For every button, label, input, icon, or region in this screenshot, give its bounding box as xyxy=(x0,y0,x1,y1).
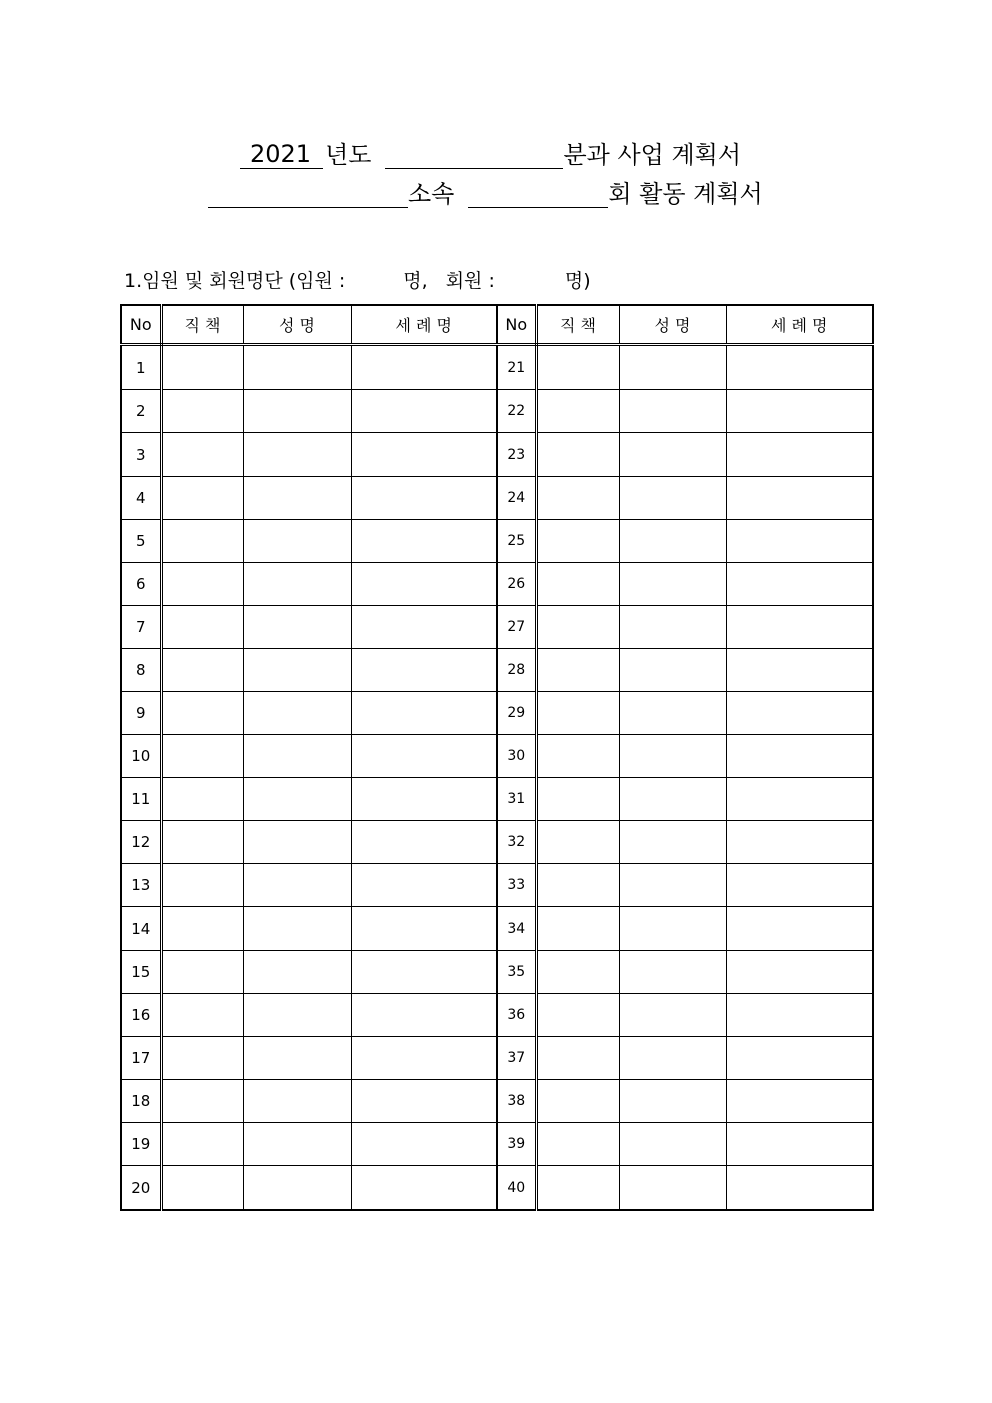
position-cell[interactable] xyxy=(161,907,243,950)
row-number-left: 9 xyxy=(121,692,161,735)
name-cell[interactable] xyxy=(243,821,351,864)
row-number-left: 19 xyxy=(121,1122,161,1165)
baptismal-name-cell[interactable] xyxy=(726,950,873,993)
position-cell[interactable] xyxy=(161,993,243,1036)
position-cell[interactable] xyxy=(536,735,619,778)
roster-table xyxy=(120,304,874,1211)
position-cell[interactable] xyxy=(536,433,619,476)
officers-unit: 명, xyxy=(403,270,428,292)
name-cell[interactable] xyxy=(619,433,726,476)
position-cell[interactable] xyxy=(161,648,243,691)
baptismal-name-cell[interactable] xyxy=(351,345,497,390)
name-cell[interactable] xyxy=(243,864,351,907)
header-no-left: No xyxy=(121,305,161,345)
name-cell[interactable] xyxy=(243,433,351,476)
row-number-left: 18 xyxy=(121,1079,161,1122)
position-cell[interactable] xyxy=(536,390,619,433)
table-row xyxy=(121,950,873,993)
name-cell[interactable] xyxy=(619,907,726,950)
name-cell[interactable] xyxy=(243,1079,351,1122)
row-number-right: 31 xyxy=(497,778,536,821)
row-number-right: 27 xyxy=(497,605,536,648)
row-number-right: 36 xyxy=(497,993,536,1036)
position-cell[interactable] xyxy=(536,1079,619,1122)
table-row xyxy=(121,864,873,907)
row-number-left: 6 xyxy=(121,562,161,605)
name-cell[interactable] xyxy=(243,1036,351,1079)
baptismal-name-cell[interactable] xyxy=(726,907,873,950)
table-row xyxy=(121,692,873,735)
baptismal-name-cell[interactable] xyxy=(351,950,497,993)
society-blank[interactable] xyxy=(468,183,608,208)
roster-subtitle xyxy=(124,266,591,293)
name-cell[interactable] xyxy=(619,648,726,691)
header-name-left: 성 명 xyxy=(243,305,351,345)
table-row xyxy=(121,993,873,1036)
position-cell[interactable] xyxy=(536,907,619,950)
position-cell[interactable] xyxy=(161,476,243,519)
baptismal-name-cell[interactable] xyxy=(351,1122,497,1165)
table-row xyxy=(121,562,873,605)
baptismal-name-cell[interactable] xyxy=(351,648,497,691)
header-no-right: No xyxy=(497,305,536,345)
name-cell[interactable] xyxy=(619,562,726,605)
table-row xyxy=(121,390,873,433)
position-cell[interactable] xyxy=(161,1079,243,1122)
row-number-right: 26 xyxy=(497,562,536,605)
baptismal-name-cell[interactable] xyxy=(351,605,497,648)
baptismal-name-cell[interactable] xyxy=(726,476,873,519)
row-number-right: 39 xyxy=(497,1122,536,1165)
name-cell[interactable] xyxy=(243,1122,351,1165)
position-cell[interactable] xyxy=(536,562,619,605)
baptismal-name-cell[interactable] xyxy=(351,907,497,950)
position-cell[interactable] xyxy=(536,476,619,519)
position-cell[interactable] xyxy=(161,950,243,993)
row-number-left: 17 xyxy=(121,1036,161,1079)
row-number-left: 5 xyxy=(121,519,161,562)
table-row xyxy=(121,1079,873,1122)
officers-count-field[interactable] xyxy=(345,266,403,293)
position-cell[interactable] xyxy=(161,390,243,433)
baptismal-name-cell[interactable] xyxy=(726,864,873,907)
name-cell[interactable] xyxy=(619,605,726,648)
position-cell[interactable] xyxy=(161,778,243,821)
members-unit: 명) xyxy=(564,270,591,292)
position-cell[interactable] xyxy=(161,345,243,390)
row-number-right: 37 xyxy=(497,1036,536,1079)
table-row xyxy=(121,433,873,476)
table-row xyxy=(121,735,873,778)
position-cell[interactable] xyxy=(536,993,619,1036)
name-cell[interactable] xyxy=(243,692,351,735)
table-row xyxy=(121,519,873,562)
name-cell[interactable] xyxy=(243,1166,351,1210)
baptismal-name-cell[interactable] xyxy=(351,433,497,476)
position-cell[interactable] xyxy=(161,433,243,476)
affiliation-blank[interactable] xyxy=(208,183,408,208)
row-number-left: 3 xyxy=(121,433,161,476)
row-number-left: 4 xyxy=(121,476,161,519)
row-number-left: 10 xyxy=(121,735,161,778)
name-cell[interactable] xyxy=(243,648,351,691)
name-cell[interactable] xyxy=(619,735,726,778)
name-cell[interactable] xyxy=(619,1122,726,1165)
row-number-right: 25 xyxy=(497,519,536,562)
baptismal-name-cell[interactable] xyxy=(726,1079,873,1122)
table-row xyxy=(121,821,873,864)
name-cell[interactable] xyxy=(243,735,351,778)
year-field[interactable]: 2021 xyxy=(240,140,323,169)
baptismal-name-cell[interactable] xyxy=(726,778,873,821)
position-cell[interactable] xyxy=(161,519,243,562)
name-cell[interactable] xyxy=(619,1166,726,1210)
name-cell[interactable] xyxy=(619,1079,726,1122)
name-cell[interactable] xyxy=(243,476,351,519)
row-number-right: 38 xyxy=(497,1079,536,1122)
table-row xyxy=(121,1036,873,1079)
table-row xyxy=(121,345,873,390)
row-number-right: 34 xyxy=(497,907,536,950)
row-number-left: 12 xyxy=(121,821,161,864)
name-cell[interactable] xyxy=(243,907,351,950)
baptismal-name-cell[interactable] xyxy=(351,390,497,433)
header-position-right: 직 책 xyxy=(536,305,619,345)
header-name-right: 성 명 xyxy=(619,305,726,345)
affiliation-suffix: 소속 xyxy=(408,180,455,208)
position-cell[interactable] xyxy=(161,864,243,907)
row-number-left: 1 xyxy=(121,345,161,390)
name-cell[interactable] xyxy=(243,562,351,605)
row-number-right: 29 xyxy=(497,692,536,735)
position-cell[interactable] xyxy=(161,1036,243,1079)
baptismal-name-cell[interactable] xyxy=(351,864,497,907)
baptismal-name-cell[interactable] xyxy=(351,476,497,519)
name-cell[interactable] xyxy=(619,778,726,821)
baptismal-name-cell[interactable] xyxy=(726,1036,873,1079)
row-number-right: 35 xyxy=(497,950,536,993)
baptismal-name-cell[interactable] xyxy=(351,692,497,735)
row-number-right: 23 xyxy=(497,433,536,476)
name-cell[interactable] xyxy=(243,993,351,1036)
header-row xyxy=(121,305,873,345)
members-label: 회원 : xyxy=(445,270,495,292)
baptismal-name-cell[interactable] xyxy=(351,821,497,864)
position-cell[interactable] xyxy=(536,950,619,993)
table-row xyxy=(121,605,873,648)
position-cell[interactable] xyxy=(161,605,243,648)
baptismal-name-cell[interactable] xyxy=(351,1166,497,1210)
table-row xyxy=(121,907,873,950)
row-number-right: 24 xyxy=(497,476,536,519)
baptismal-name-cell[interactable] xyxy=(726,433,873,476)
row-number-left: 14 xyxy=(121,907,161,950)
table-row xyxy=(121,1166,873,1210)
baptismal-name-cell[interactable] xyxy=(726,390,873,433)
row-number-right: 33 xyxy=(497,864,536,907)
name-cell[interactable] xyxy=(243,519,351,562)
name-cell[interactable] xyxy=(619,345,726,390)
table-row xyxy=(121,476,873,519)
row-number-left: 13 xyxy=(121,864,161,907)
baptismal-name-cell[interactable] xyxy=(351,562,497,605)
baptismal-name-cell[interactable] xyxy=(726,1122,873,1165)
baptismal-name-cell[interactable] xyxy=(726,692,873,735)
baptismal-name-cell[interactable] xyxy=(351,993,497,1036)
name-cell[interactable] xyxy=(243,390,351,433)
header-baptismal-name-left: 세 례 명 xyxy=(351,305,497,345)
position-cell[interactable] xyxy=(161,1166,243,1210)
position-cell[interactable] xyxy=(161,735,243,778)
position-cell[interactable] xyxy=(536,519,619,562)
position-cell[interactable] xyxy=(161,562,243,605)
position-cell[interactable] xyxy=(536,1166,619,1210)
baptismal-name-cell[interactable] xyxy=(726,605,873,648)
position-cell[interactable] xyxy=(536,1036,619,1079)
name-cell[interactable] xyxy=(243,605,351,648)
year-suffix: 년도 xyxy=(325,141,372,169)
baptismal-name-cell[interactable] xyxy=(351,1036,497,1079)
table-row xyxy=(121,648,873,691)
position-cell[interactable] xyxy=(536,605,619,648)
name-cell[interactable] xyxy=(243,950,351,993)
table-row xyxy=(121,1122,873,1165)
row-number-right: 21 xyxy=(497,345,536,390)
name-cell[interactable] xyxy=(619,993,726,1036)
position-cell[interactable] xyxy=(536,821,619,864)
name-cell[interactable] xyxy=(619,864,726,907)
table-row xyxy=(121,778,873,821)
position-cell[interactable] xyxy=(161,1122,243,1165)
title-line1-end: 분과 사업 계획서 xyxy=(563,141,741,169)
header-position-left: 직 책 xyxy=(161,305,243,345)
members-count-field[interactable] xyxy=(495,266,565,293)
baptismal-name-cell[interactable] xyxy=(726,519,873,562)
row-number-left: 16 xyxy=(121,993,161,1036)
baptismal-name-cell[interactable] xyxy=(726,735,873,778)
row-number-left: 2 xyxy=(121,390,161,433)
position-cell[interactable] xyxy=(536,345,619,390)
baptismal-name-cell[interactable] xyxy=(726,821,873,864)
position-cell[interactable] xyxy=(536,864,619,907)
position-cell[interactable] xyxy=(536,692,619,735)
baptismal-name-cell[interactable] xyxy=(351,1079,497,1122)
row-number-right: 28 xyxy=(497,648,536,691)
row-number-right: 22 xyxy=(497,390,536,433)
baptismal-name-cell[interactable] xyxy=(726,562,873,605)
baptismal-name-cell[interactable] xyxy=(726,345,873,390)
position-cell[interactable] xyxy=(161,692,243,735)
position-cell[interactable] xyxy=(536,778,619,821)
baptismal-name-cell[interactable] xyxy=(351,778,497,821)
row-number-right: 40 xyxy=(497,1166,536,1210)
row-number-left: 15 xyxy=(121,950,161,993)
row-number-left: 11 xyxy=(121,778,161,821)
name-cell[interactable] xyxy=(243,778,351,821)
name-cell[interactable] xyxy=(619,476,726,519)
row-number-right: 32 xyxy=(497,821,536,864)
division-blank[interactable] xyxy=(385,144,563,169)
name-cell[interactable] xyxy=(243,345,351,390)
name-cell[interactable] xyxy=(619,1036,726,1079)
row-number-left: 8 xyxy=(121,648,161,691)
position-cell[interactable] xyxy=(536,648,619,691)
row-number-right: 30 xyxy=(497,735,536,778)
subtitle-lead: 1.임원 및 회원명단 (임원 : xyxy=(124,270,346,292)
baptismal-name-cell[interactable] xyxy=(726,1166,873,1210)
row-number-left: 20 xyxy=(121,1166,161,1210)
position-cell[interactable] xyxy=(536,1122,619,1165)
baptismal-name-cell[interactable] xyxy=(351,519,497,562)
position-cell[interactable] xyxy=(161,821,243,864)
name-cell[interactable] xyxy=(619,519,726,562)
name-cell[interactable] xyxy=(619,950,726,993)
baptismal-name-cell[interactable] xyxy=(726,993,873,1036)
name-cell[interactable] xyxy=(619,692,726,735)
baptismal-name-cell[interactable] xyxy=(351,735,497,778)
header-baptismal-name-right: 세 례 명 xyxy=(726,305,873,345)
baptismal-name-cell[interactable] xyxy=(726,648,873,691)
row-number-left: 7 xyxy=(121,605,161,648)
title-line2-end: 회 활동 계획서 xyxy=(608,180,763,208)
name-cell[interactable] xyxy=(619,390,726,433)
name-cell[interactable] xyxy=(619,821,726,864)
